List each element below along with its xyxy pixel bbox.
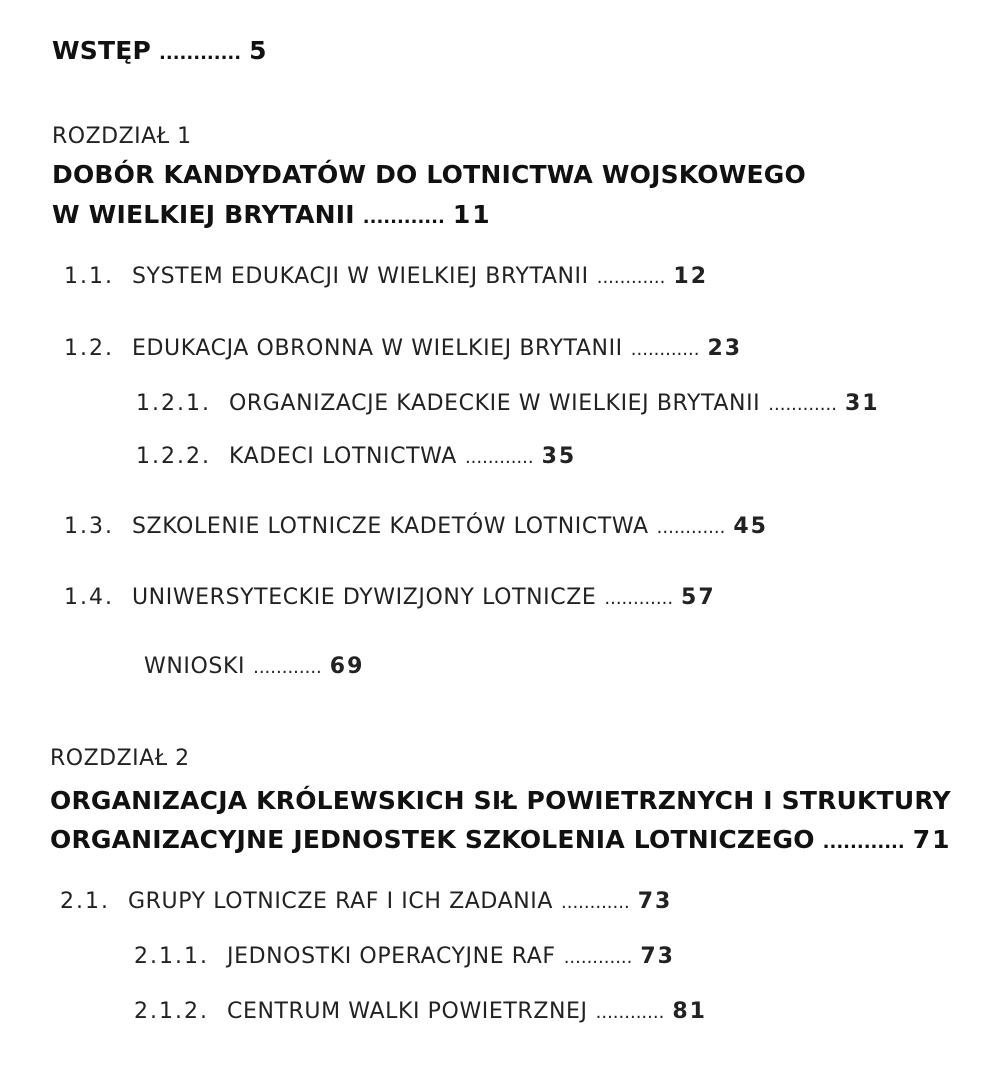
leader-dots: ............ bbox=[362, 207, 445, 228]
entry-title: SYSTEM EDUKACJI W WIELKIEJ BRYTANII bbox=[131, 264, 589, 289]
leader-dots: ............ bbox=[563, 947, 633, 968]
leader-dots: ............ bbox=[561, 892, 630, 913]
chapter-title-continuation: W WIELKIEJ BRYTANII bbox=[52, 200, 355, 229]
chapter-2-title-line-1: ORGANIZACJA KRÓLEWSKICH SIŁ POWIETRZNYCH I STRUKTURY bbox=[50, 786, 951, 815]
page-number: 73 bbox=[637, 889, 673, 914]
toc-entry-1-1 bbox=[64, 266, 708, 288]
toc-entry-1-2 bbox=[64, 338, 742, 360]
leader-dots: ............ bbox=[595, 1002, 665, 1023]
page-number: 31 bbox=[844, 391, 880, 416]
leader-dots: ............ bbox=[630, 339, 700, 360]
leader-dots: ............ bbox=[159, 43, 242, 64]
section-number: 2.1. bbox=[60, 889, 110, 914]
toc-entry-1-4 bbox=[64, 587, 716, 609]
entry-title: UNIWERSYTECKIE DYWIZJONY LOTNICZE bbox=[131, 585, 597, 610]
entry-title: EDUKACJA OBRONNA W WIELKIEJ BRYTANII bbox=[131, 336, 623, 361]
page-number: 71 bbox=[912, 825, 952, 854]
toc-entry-1-2-1 bbox=[136, 393, 880, 415]
page-number: 57 bbox=[681, 585, 716, 610]
entry-title: KADECI LOTNICTWA bbox=[228, 444, 457, 469]
page-number: 35 bbox=[541, 444, 577, 469]
toc-entry-2-1-1 bbox=[134, 946, 675, 968]
section-number: 2.1.1. bbox=[134, 944, 209, 969]
chapter-2-title-line-2 bbox=[50, 827, 952, 852]
entry-title: WNIOSKI bbox=[144, 654, 246, 679]
toc-entry-1-2-2 bbox=[136, 446, 576, 468]
page-number: 23 bbox=[707, 336, 743, 361]
entry-title: ORGANIZACJE KADECKIE W WIELKIEJ BRYTANII bbox=[228, 391, 761, 416]
page-number: 11 bbox=[452, 200, 492, 229]
leader-dots: ............ bbox=[253, 657, 322, 678]
section-number: 1.2. bbox=[64, 336, 114, 361]
chapter-1-title-line-2 bbox=[52, 202, 492, 227]
entry-title: WSTĘP bbox=[52, 36, 152, 65]
page-number: 5 bbox=[249, 36, 269, 65]
page-number: 73 bbox=[640, 944, 675, 969]
entry-title: GRUPY LOTNICZE RAF I ICH ZADANIA bbox=[127, 889, 554, 914]
leader-dots: ............ bbox=[822, 832, 905, 853]
toc-entry-introduction bbox=[52, 38, 269, 63]
page-number: 81 bbox=[672, 999, 707, 1024]
section-number: 1.1. bbox=[64, 264, 114, 289]
leader-dots: ............ bbox=[464, 447, 534, 468]
leader-dots: ............ bbox=[604, 588, 674, 609]
leader-dots: ............ bbox=[768, 394, 837, 415]
chapter-1-label: ROZDZIAŁ 1 bbox=[52, 124, 192, 149]
page-number: 69 bbox=[329, 654, 365, 679]
toc-entry-2-1-2 bbox=[134, 1001, 707, 1023]
chapter-2-label: ROZDZIAŁ 2 bbox=[50, 746, 190, 771]
entry-title: JEDNOSTKI OPERACYJNE RAF bbox=[226, 944, 556, 969]
section-number: 1.2.2. bbox=[136, 444, 211, 469]
toc-entry-1-3 bbox=[64, 516, 768, 538]
entry-title: CENTRUM WALKI POWIETRZNEJ bbox=[226, 999, 588, 1024]
toc-entry-2-1 bbox=[60, 891, 672, 913]
page-number: 12 bbox=[673, 264, 709, 289]
entry-title: SZKOLENIE LOTNICZE KADETÓW LOTNICTWA bbox=[131, 514, 649, 539]
section-number: 1.4. bbox=[64, 585, 114, 610]
leader-dots: ............ bbox=[596, 267, 666, 288]
chapter-1-title-line-1: DOBÓR KANDYDATÓW DO LOTNICTWA WOJSKOWEGO bbox=[52, 160, 806, 189]
leader-dots: ............ bbox=[656, 517, 726, 538]
page-number: 45 bbox=[733, 514, 768, 539]
section-number: 1.3. bbox=[64, 514, 114, 539]
chapter-title-continuation: ORGANIZACYJNE JEDNOSTEK SZKOLENIA LOTNICZEGO bbox=[50, 825, 815, 854]
section-number: 1.2.1. bbox=[136, 391, 211, 416]
section-number: 2.1.2. bbox=[134, 999, 209, 1024]
toc-entry-conclusions bbox=[144, 656, 364, 678]
